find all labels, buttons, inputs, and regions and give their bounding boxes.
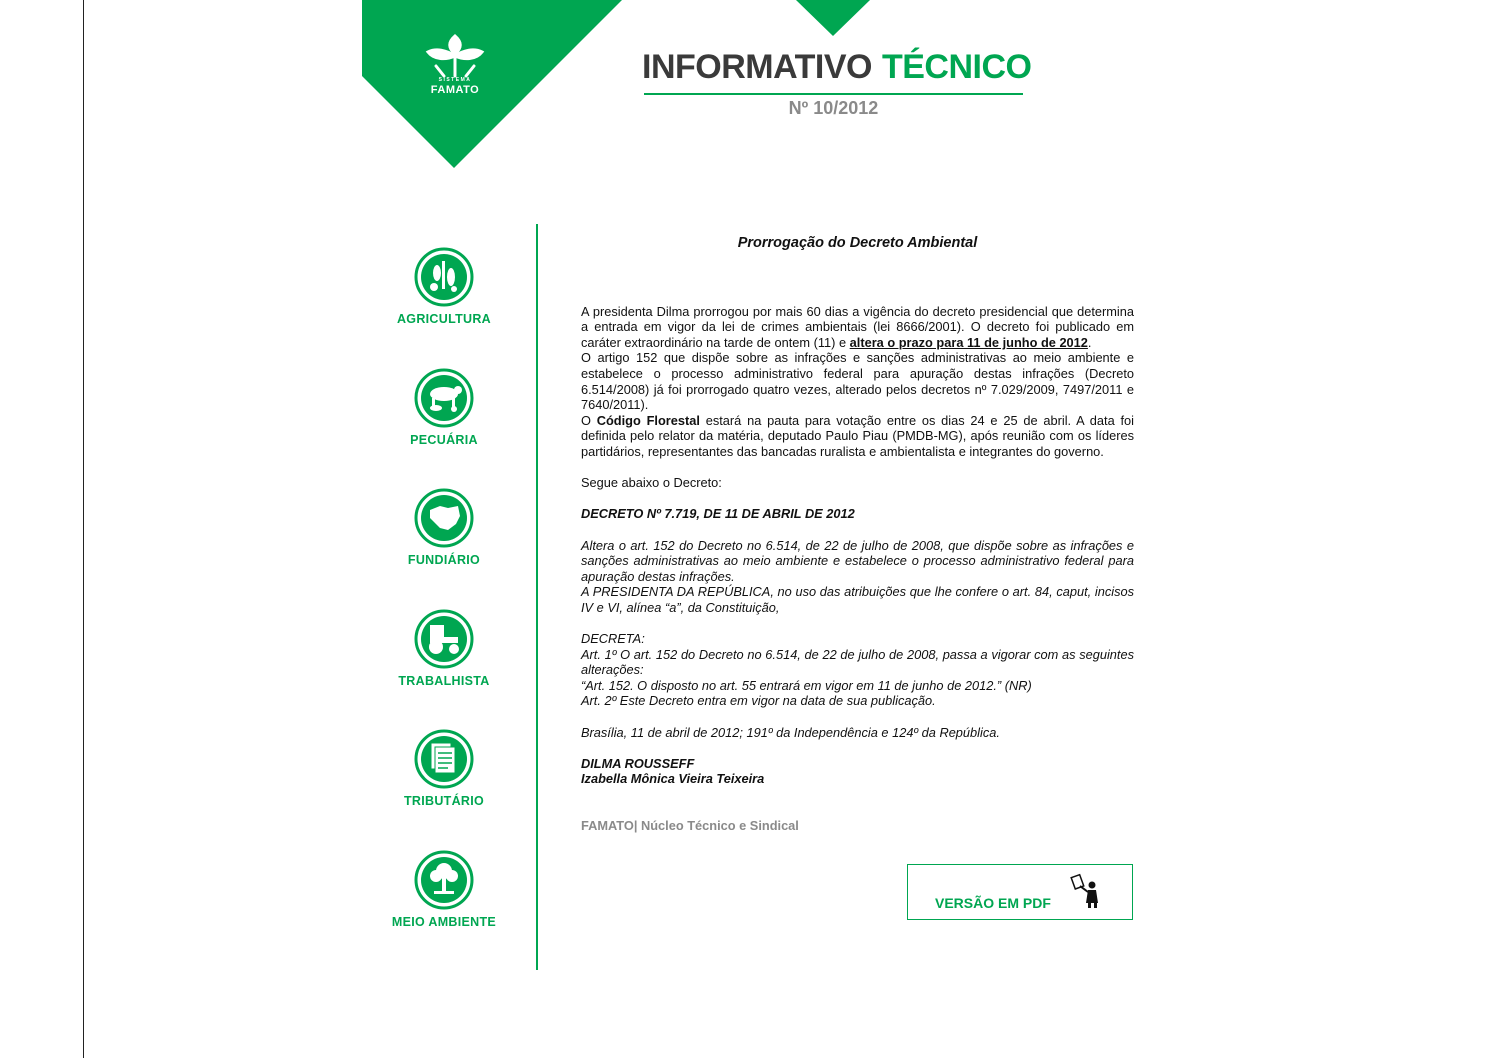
pdf-button-label: VERSÃO EM PDF <box>935 895 1051 911</box>
paragraph-1 <box>581 304 1134 351</box>
paragraph-3-start: O <box>581 412 597 428</box>
pdf-version-button[interactable] <box>907 864 1133 920</box>
title-underline <box>644 93 1023 95</box>
tree-icon <box>414 850 474 910</box>
article-1: Art. 1º O art. 152 do Decreto no 6.514, de 22 de julho de 2008, passa a vigorar com as seguintes alterações: <box>581 646 1134 678</box>
article-2: Art. 2º Este Decreto entra em vigor na data de sua publicação. <box>581 693 936 709</box>
paragraph-1-text: A presidenta Dilma prorrogou por mais 60 dias a vigência do decreto presidencial que determina a entrada em vigor da lei de crimes ambientais (lei 8666/2001). O decreto foi publicado em caráter extraordinário na tarde de ontem (11) e <box>581 303 1134 350</box>
page-title <box>642 48 1032 94</box>
paragraph-2: O artigo 152 que dispõe sobre as infrações e sanções administrativas ao meio ambiente e estabelece o processo administrativo federal para apuração destas infrações (Decreto 6.514/2008) já foi prorrogado quatro vezes, alterado pelos decretos nº 7.029/2009, 7497/2011 e 7640/2011). <box>581 350 1134 413</box>
signer-1: DILMA ROUSSEFF <box>581 755 695 771</box>
sidebar-item-label: MEIO AMBIENTE <box>391 915 497 929</box>
sidebar-item-label: TRABALHISTA <box>398 674 490 688</box>
sidebar-item-tributario[interactable] <box>383 729 505 808</box>
article-body <box>581 236 1134 834</box>
page-left-border <box>83 0 84 1058</box>
place-date: Brasília, 11 de abril de 2012; 191º da Independência e 124º da República. <box>581 724 1000 740</box>
reader-icon <box>1068 871 1106 909</box>
codigo-florestal: Código Florestal <box>596 412 700 428</box>
header-banner <box>362 0 622 170</box>
signer-2: Izabella Mônica Vieira Teixeira <box>581 771 765 787</box>
footer-note: FAMATO| Núcleo Técnico e Sindical <box>581 818 799 833</box>
sidebar-item-label: TRIBUTÁRIO <box>403 794 485 808</box>
sidebar-item-label: FUNDIÁRIO <box>407 553 481 567</box>
map-icon <box>414 488 474 548</box>
livestock-icon <box>414 368 474 428</box>
decree-title: DECRETO Nº 7.719, DE 11 DE ABRIL DE 2012 <box>581 506 855 522</box>
issue-number: Nº 10/2012 <box>788 98 879 118</box>
decreta: DECRETA: <box>581 631 645 647</box>
article-headline: Prorrogação do Decreto Ambiental <box>737 235 978 251</box>
sidebar-divider <box>536 224 538 970</box>
plants-icon <box>414 247 474 307</box>
sidebar-item-agricultura[interactable] <box>383 247 505 326</box>
title-part-2: TÉCNICO <box>881 48 1032 86</box>
logo-name: FAMATO <box>430 84 480 96</box>
tractor-icon <box>414 609 474 669</box>
decree-summary: Altera o art. 152 do Decreto no 6.514, de 22 de julho de 2008, que dispõe sobre as infrações e sanções administrativas ao meio ambiente e estabelece o processo administrativo federal para apuração destas infrações. <box>581 537 1134 584</box>
sidebar-item-meio-ambiente[interactable] <box>383 850 505 929</box>
paragraph-4: Segue abaixo o Decreto: <box>581 475 722 491</box>
decree-preamble: A PRESIDENTA DA REPÚBLICA, no uso das atribuições que lhe confere o art. 84, caput, incisos IV e VI, alínea “a”, da Constituição, <box>581 584 1134 615</box>
paragraph-1-end: . <box>1087 334 1092 350</box>
deadline-link[interactable]: altera o prazo para 11 de junho de 2012 <box>849 334 1088 350</box>
header-notch <box>796 0 870 36</box>
sidebar-item-trabalhista[interactable] <box>383 609 505 688</box>
sidebar-item-label: AGRICULTURA <box>396 312 492 326</box>
sidebar-item-pecuaria[interactable] <box>383 368 505 447</box>
paragraph-3 <box>581 413 1134 460</box>
article-152: “Art. 152. O disposto no art. 55 entrará em vigor em 11 de junho de 2012.” (NR) <box>581 677 1032 693</box>
paragraph-3-text: estará na pauta para votação entre os dias 24 e 25 de abril. A data foi definida pelo relator da matéria, deputado Paulo Piau (PMDB-MG), após reunião com os líderes partidários, representantes das bancadas ruralista e ambientalista e integrantes do governo. <box>581 412 1134 459</box>
sidebar-item-label: PECUÁRIA <box>410 433 478 447</box>
documents-icon <box>414 729 474 789</box>
title-part-1: INFORMATIVO <box>642 48 872 86</box>
sidebar-item-fundiario[interactable] <box>383 488 505 567</box>
logo-subtitle: SISTEMA <box>438 77 472 83</box>
